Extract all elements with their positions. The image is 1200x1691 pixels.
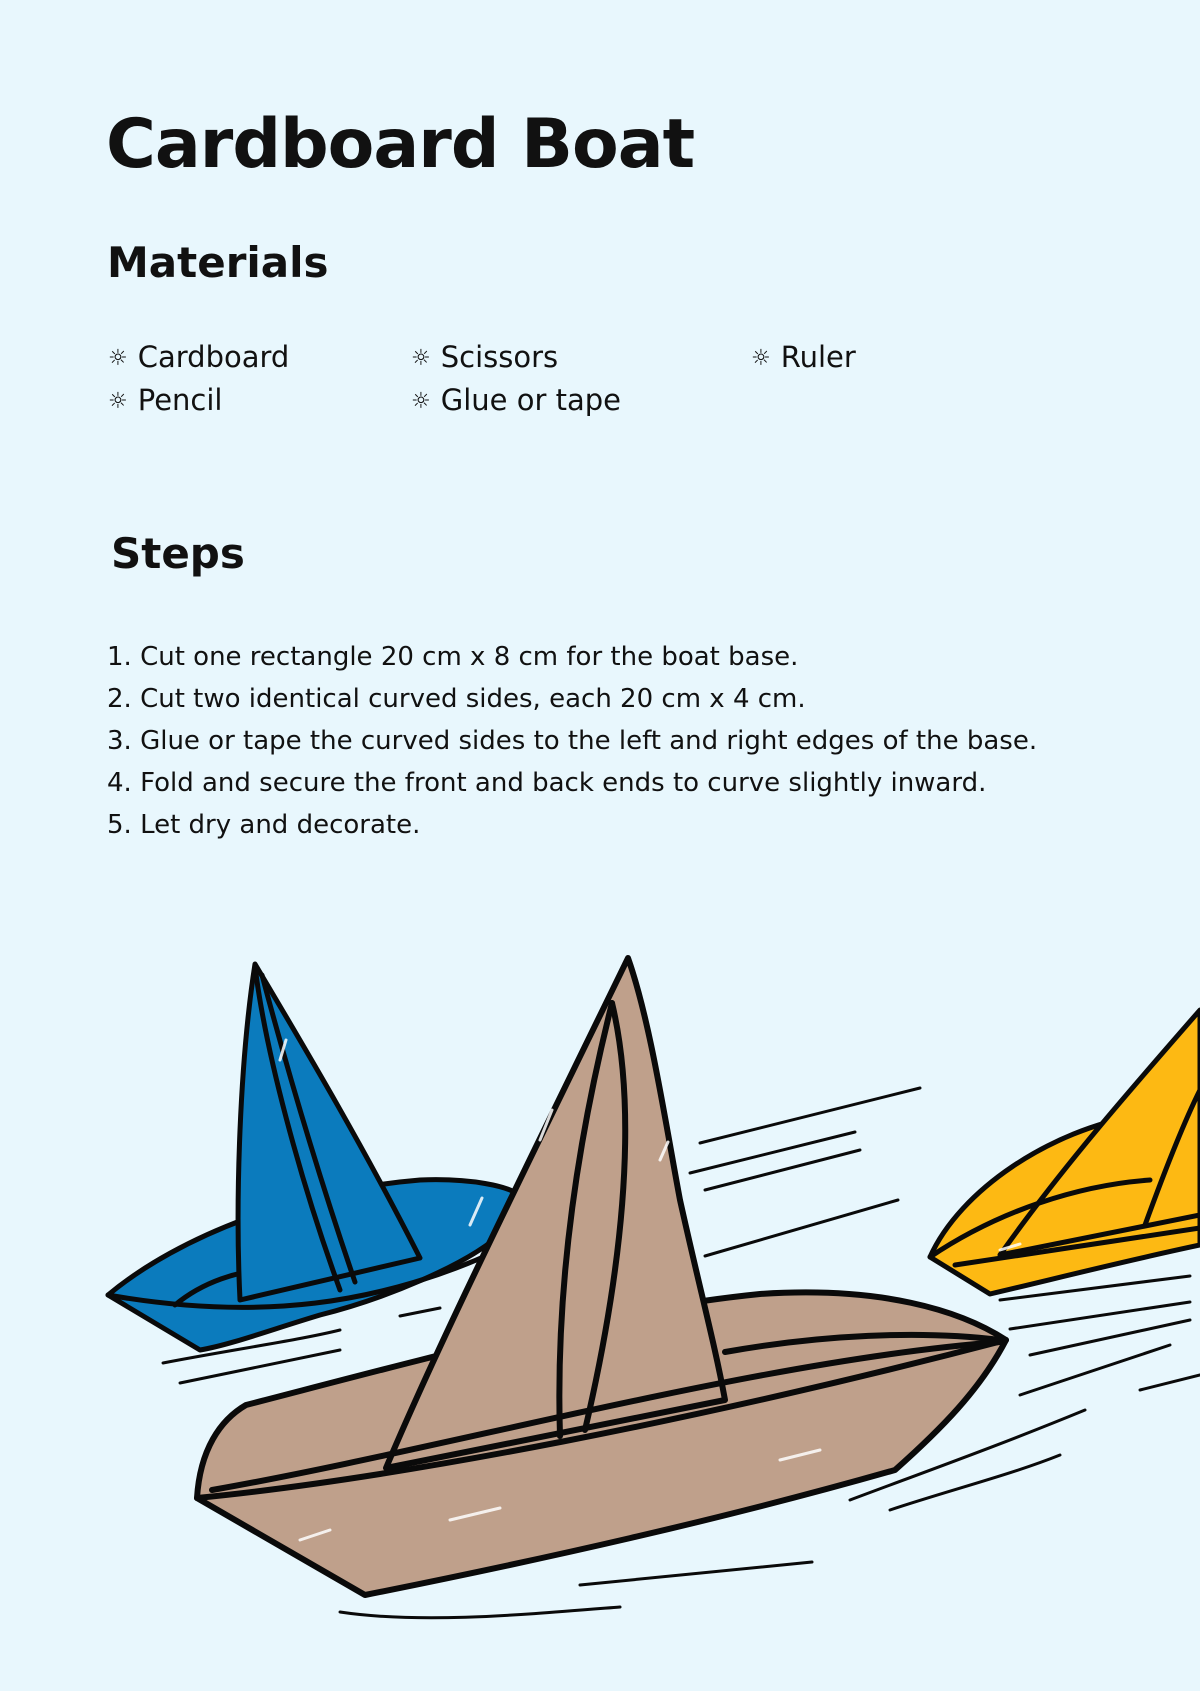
motion-line	[700, 1088, 920, 1143]
step-2: 2. Cut two identical curved sides, each 20 cm x 4 cm.	[107, 684, 806, 714]
sun-bullet-icon: ☼	[411, 346, 431, 371]
step-5: 5. Let dry and decorate.	[107, 810, 421, 840]
motion-line	[580, 1562, 812, 1585]
motion-line	[400, 1308, 440, 1316]
motion-line	[1030, 1320, 1190, 1355]
materials-list	[108, 340, 1008, 440]
material-cardboard: Cardboard	[137, 340, 290, 374]
sun-bullet-icon: ☼	[108, 346, 128, 371]
list-item	[108, 340, 289, 375]
material-scissors: Scissors	[440, 340, 559, 374]
step-4: 4. Fold and secure the front and back ends to curve slightly inward.	[107, 768, 987, 798]
page-title: Cardboard Boat	[106, 105, 695, 184]
materials-heading: Materials	[107, 238, 329, 287]
yellow-boat	[930, 1010, 1200, 1294]
sun-bullet-icon: ☼	[108, 389, 128, 414]
motion-line	[705, 1200, 898, 1256]
list-item	[108, 383, 222, 418]
list-item	[411, 383, 621, 418]
material-glue-or-tape: Glue or tape	[440, 383, 621, 417]
list-item	[411, 340, 558, 375]
step-3: 3. Glue or tape the curved sides to the left and right edges of the base.	[107, 726, 1038, 756]
motion-line	[340, 1607, 620, 1618]
motion-line	[1140, 1375, 1200, 1390]
blue-boat	[108, 964, 520, 1350]
yellow-boat-sail	[1000, 1010, 1200, 1255]
sun-bullet-icon: ☼	[411, 389, 431, 414]
steps-list	[107, 636, 1037, 846]
paper-boats-illustration	[0, 940, 1200, 1691]
sun-bullet-icon: ☼	[751, 346, 771, 371]
list-item	[751, 340, 856, 375]
step-1: 1. Cut one rectangle 20 cm x 8 cm for the boat base.	[107, 642, 799, 672]
steps-heading: Steps	[111, 529, 245, 578]
motion-line	[705, 1150, 860, 1190]
blue-boat-sail	[238, 964, 420, 1300]
material-pencil: Pencil	[137, 383, 223, 417]
material-ruler: Ruler	[780, 340, 856, 374]
motion-line	[890, 1455, 1060, 1510]
